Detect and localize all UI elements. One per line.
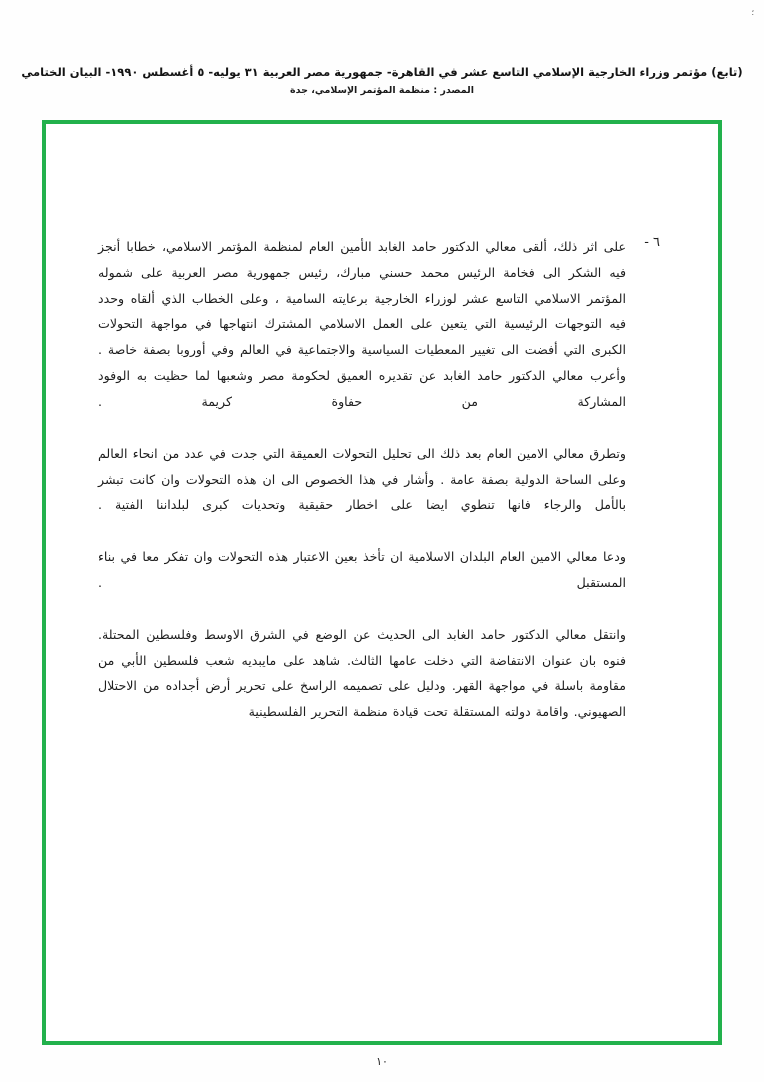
paragraph-marker [626,622,660,623]
corner-mark: ؛ [751,8,754,17]
document-body [98,234,660,745]
paragraph-2 [98,441,660,518]
header-title: (تابع) مؤتمر وزراء الخارجية الإسلامي التاسع عشر في القاهرة- جمهورية مصر العربية ٣١ يوليه- ٥ أغسطس ١٩٩٠- البيان الختامي [21,65,743,79]
paragraph-text: وتطرق معالي الامين العام بعد ذلك الى تحليل التحولات العميقة التي جدت في عدد من انحاء العالم وعلى الساحة الدولية بصفة عامة . وأشار في هذا الخصوص الى ان هذه التحولات وان كانت تبشر بالأمل والرجاء فانها تنطوي ايضا على اخطار حقيقية وتحديات كبرى لبلداننا الفتية . [98,445,626,513]
page-header [0,64,764,96]
paragraph-text: على اثر ذلك، ألقى معالي الدكتور حامد الغابد الأمين العام لمنظمة المؤتمر الاسلامي، خطابا أنجز فيه الشكر الى فخامة الرئيس محمد حسني مبارك، رئيس جمهورية مصر العربية على شموله المؤتمر الاسلامي التاسع عشر لوزراء الخارجية برعايته السامية ، وعلى الخطاب الذي ألقاه وحدد فيه التوجهات الرئيسية التي يتعين على العمل الاسلامي المشترك انتهاجها في مواجهة التحولات الكبرى التي أفضت الى تغيير المعطيات السياسية والاجتماعية في العالم وفي أوروبا بصفة خاصة . وأعرب معالي الدكتور حامد الغابد عن تقديره العميق لحكومة مصر وشعبها لما حظيت به الوفود المشاركة من حفاوة كريمة . [98,239,626,409]
page-number: ١٠ [376,1055,388,1068]
paragraph-text: ودعا معالي الامين العام البلدان الاسلامية ان تأخذ بعين الاعتبار هذه التحولات وان تفكر معا في بناء المستقبل . [98,549,626,590]
paragraph-6 [98,234,660,415]
paragraph-4 [98,622,660,725]
header-source: المصدر : منظمة المؤتمر الإسلامي، جدة [290,85,474,97]
paragraph-3 [98,544,660,596]
green-border-frame [42,120,722,1045]
paragraph-marker [626,441,660,442]
paragraph-text: وانتقل معالي الدكتور حامد الغابد الى الحديث عن الوضع في الشرق الاوسط وفلسطين المحتلة. فنوه بان عنوان الانتفاضة التي دخلت عامها الثالث. شاهد على مايبديه شعب فلسطين الأبي من مقاومة باسلة في مواجهة القهر. ودليل على تصميمه الراسخ على تحرير أرض أجداده من الاحتلال الصهيوني. واقامة دولته المستقلة تحت قيادة منظمة التحرير الفلسطينية [98,626,626,720]
paragraph-marker [626,544,660,545]
paragraph-marker: ٦ - [644,235,660,250]
